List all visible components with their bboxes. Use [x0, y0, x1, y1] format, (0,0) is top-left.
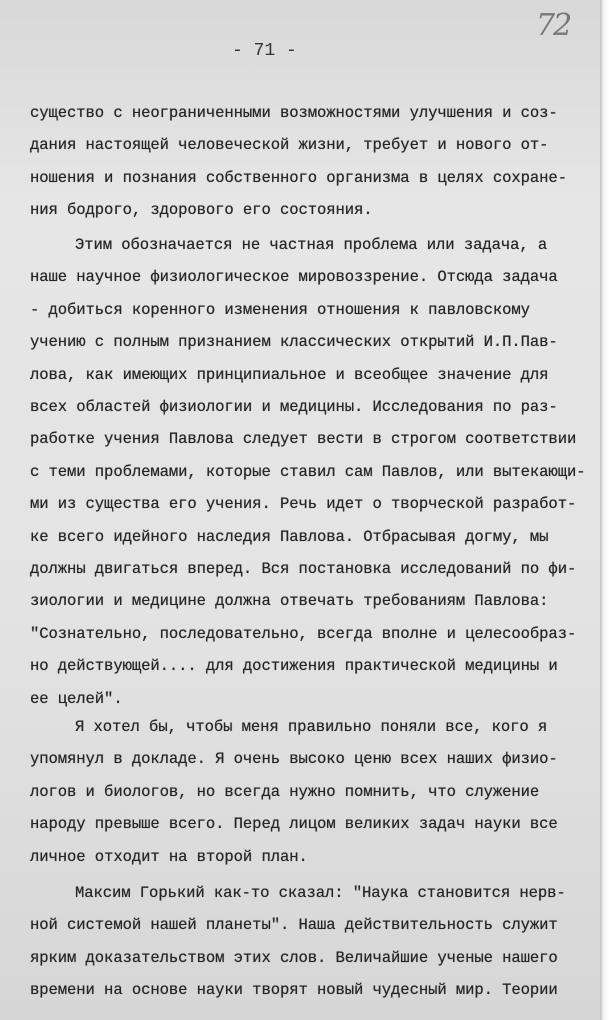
text-line: ее целей". [30, 689, 123, 708]
text-line: - добиться коренного изменения отношения к павловскому [30, 300, 530, 319]
text-line: с теми проблемами, которые ставил сам Павлов, или вытекающи- [30, 462, 586, 481]
text-line: ке всего идейного наследия Павлова. Отбрасывая догму, мы [30, 527, 549, 546]
text-line: лова, как имеющих принципиальное и всеобщее значение для [30, 365, 549, 384]
text-line: народу превыше всего. Перед лицом великих задач науки все [30, 815, 558, 834]
page-number: - 71 - [232, 41, 297, 61]
text-line: всех областей физиологии и медицины. Исследования по раз- [30, 398, 558, 416]
page-edge [600, 0, 609, 1020]
text-line: логов и биологов, но всегда нужно помнить, что служение [30, 782, 540, 801]
text-line: "Сознательно, последовательно, всегда вполне и целесообраз- [30, 624, 577, 643]
text-line: Максим Горький как-то сказал: "Наука становится нерв- [75, 884, 566, 902]
text-line: личное отходит на второй план. [30, 847, 308, 866]
text-line: зиологии и медицине должна отвечать требованиям Павлова: [30, 592, 549, 611]
text-line: ми из существа его учения. Речь идет о творческой разработ- [30, 495, 577, 514]
text-line: дания настоящей человеческой жизни, требует и нового от- [30, 136, 549, 155]
archive-folio-number: 72 [536, 8, 571, 43]
text-line: времени на основе науки творят новый чудесный мир. Теории [30, 981, 558, 1000]
text-line: учению с полным признанием классических открытий И.П.Пав- [30, 333, 558, 352]
text-line: наше научное физиологическое мировоззрение. Отсюда задача [30, 268, 558, 287]
text-line: упомянул в докладе. Я очень высоко ценю всех наших физио- [30, 750, 558, 769]
text-line: ношения и познания собственного организма в целях сохране- [30, 168, 567, 187]
text-line: ной системой нашей планеты". Наша действительность служит [30, 916, 558, 935]
text-line: Этим обозначается не частная проблема или задача, а [75, 236, 548, 254]
text-line: работке учения Павлова следует вести в строгом соответствии [30, 430, 577, 449]
text-line: Я хотел бы, чтобы меня правильно поняли все, кого я [75, 718, 548, 736]
text-line: должны двигаться вперед. Вся постановка исследований по фи- [30, 560, 577, 578]
text-line: существо с неограниченными возможностями улучшения и соз- [30, 104, 558, 122]
text-line: ярким доказательством этих слов. Величайшие ученые нашего [30, 948, 558, 967]
text-line: ния бодрого, здорового его состояния. [30, 201, 373, 220]
text-line: но действующей.... для достижения практической медицины и [30, 657, 558, 676]
